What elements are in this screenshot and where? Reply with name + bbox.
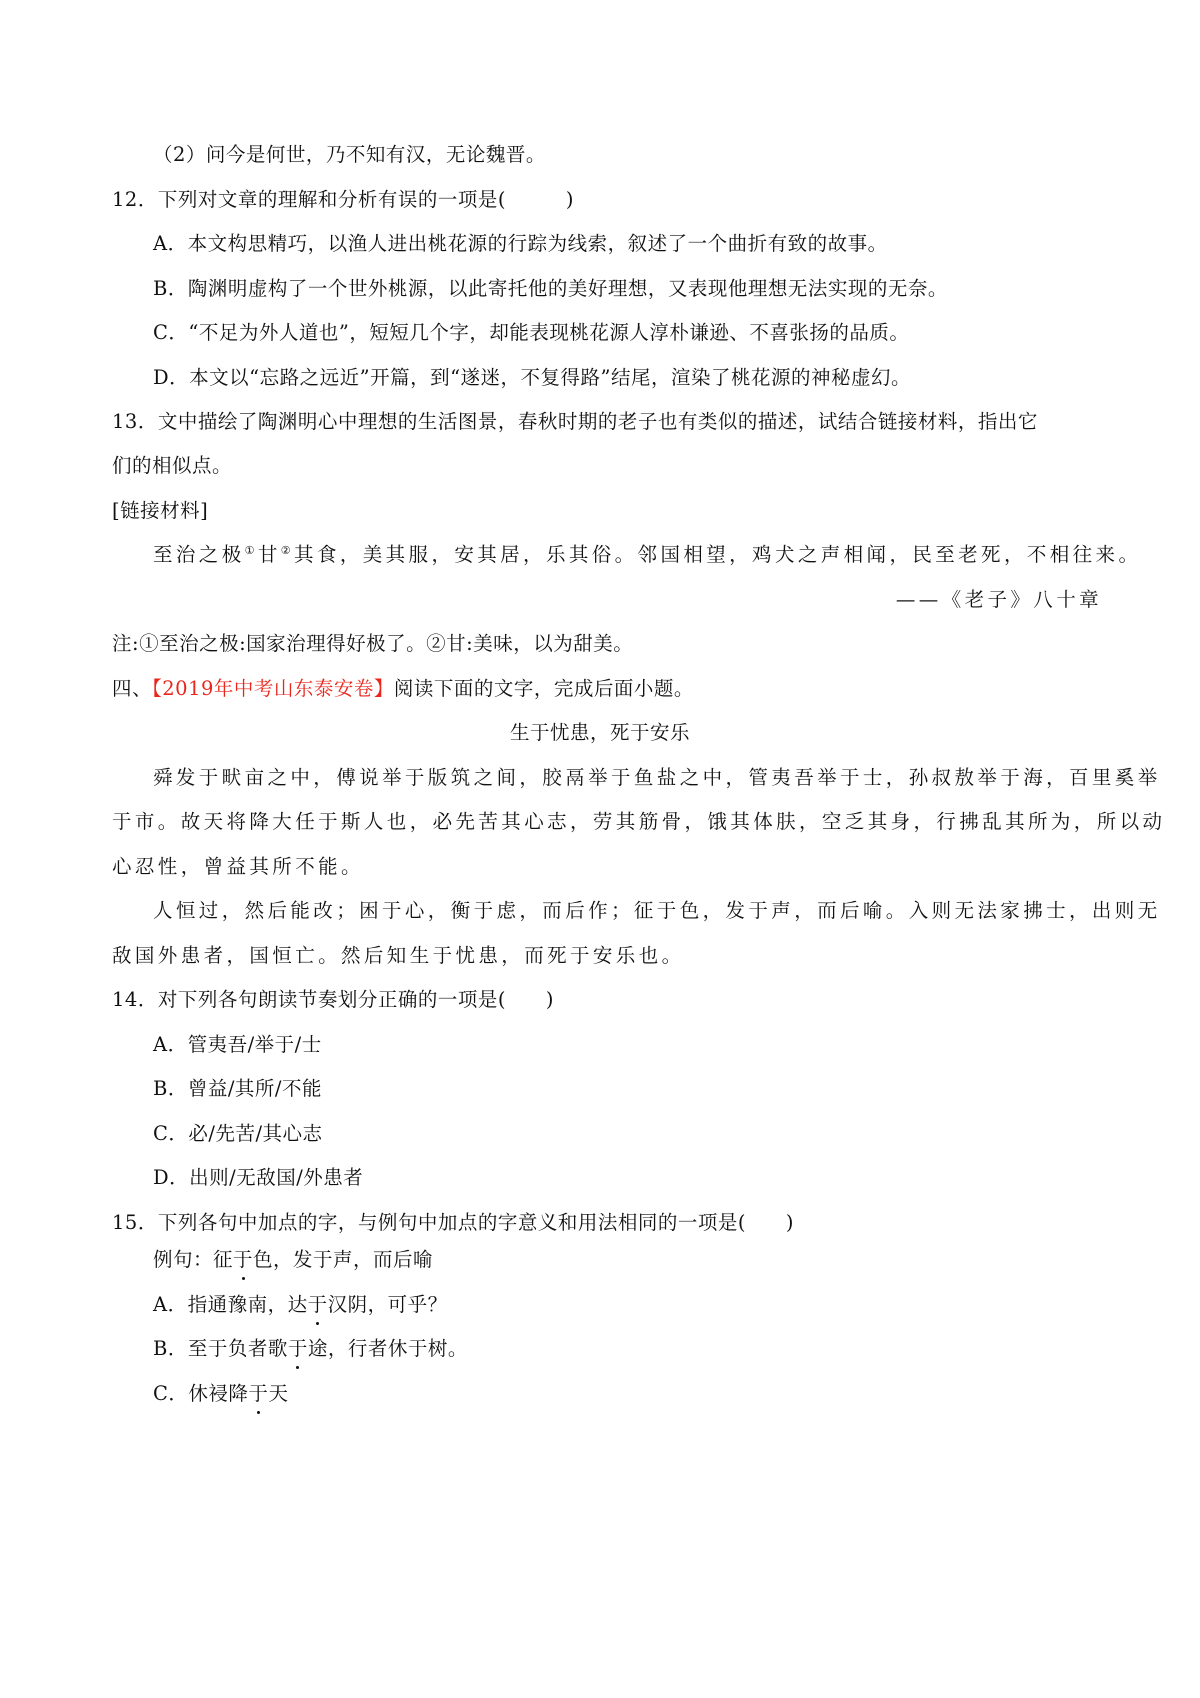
emphasis-dot-char: 于 (248, 1382, 269, 1405)
quote-source: ——《老子》八十章 (895, 588, 1102, 611)
quote-part: 甘 (257, 543, 281, 566)
text-part: B．至于负者歌 (153, 1337, 288, 1360)
question-12-stem: 12．下列对文章的理解和分析有误的一项是( ) (112, 188, 575, 211)
exam-source-tag: 【2019年中考山东泰安卷】 (152, 677, 394, 700)
text-part: C．休祲降 (153, 1382, 249, 1405)
text-part: 途，行者休于树。 (307, 1337, 468, 1360)
text-part: 色，发于声，而后喻 (253, 1248, 434, 1271)
passage-line: 心忍性，曾益其所不能。 (112, 855, 364, 878)
emphasis-dot-char: 于 (307, 1293, 328, 1316)
question-13-stem-cont: 们的相似点。 (112, 454, 233, 477)
question-15-option-b (153, 1336, 468, 1362)
question-12-option-c: C．“不足为外人道也”，短短几个字，却能表现桃花源人淳朴谦逊、不喜张扬的品质。 (153, 321, 910, 344)
emphasis-dot-char: 于 (233, 1248, 254, 1271)
passage-line: 敌国外患者，国恒亡。然后知生于忧患，而死于安乐也。 (112, 944, 685, 967)
laozi-quote (153, 542, 1141, 568)
emphasis-dot-char: 于 (287, 1337, 308, 1360)
quote-part: 其食，美其服，安其居，乐其俗。邻国相望，鸡犬之声相闻，民至老死，不相往来。 (294, 543, 1142, 566)
question-12-option-a: A．本文构思精巧，以渔人进出桃花源的行踪为线索，叙述了一个曲折有致的故事。 (153, 232, 888, 255)
question-line: （2）问今是何世，乃不知有汉，无论魏晋。 (153, 143, 546, 166)
question-13-stem: 13．文中描绘了陶渊明心中理想的生活图景，春秋时期的老子也有类似的描述，试结合链接材料，指出它 (112, 410, 1038, 433)
section-instruction: 阅读下面的文字，完成后面小题。 (393, 677, 694, 700)
text-part: A．指通豫南，达 (153, 1293, 308, 1316)
text-part: 天 (268, 1382, 289, 1405)
passage-title: 生于忧患，死于安乐 (509, 721, 690, 744)
footnote-mark-1: ① (244, 544, 258, 557)
text-part: 汉阴，可乎？ (327, 1293, 448, 1316)
quote-part: 至治之极 (153, 543, 245, 566)
question-15-option-a (153, 1292, 448, 1318)
question-14-option-b: B．曾益/其所/不能 (153, 1077, 322, 1100)
link-material-label: [链接材料] (112, 499, 209, 522)
question-14-stem: 14．对下列各句朗读节奏划分正确的一项是( ) (112, 988, 555, 1011)
question-12-option-d: D．本文以“忘路之远近”开篇，到“遂迷，不复得路”结尾，渲染了桃花源的神秘虚幻。 (153, 366, 912, 389)
question-15-option-c (153, 1381, 288, 1407)
text-part: 例句：征 (153, 1248, 234, 1271)
section-number: 四、 (112, 677, 153, 700)
passage-line: 于市。故天将降大任于斯人也，必先苦其心志，劳其筋骨，饿其体肤，空乏其身，行拂乱其所为，所以动 (112, 810, 1166, 833)
question-14-option-d: D．出则/无敌国/外患者 (153, 1166, 364, 1189)
section-4-heading (112, 676, 694, 702)
question-15-example (153, 1247, 433, 1273)
question-14-option-a: A．管夷吾/举于/士 (153, 1033, 322, 1056)
passage-line: 舜发于畎亩之中，傅说举于版筑之间，胶鬲举于鱼盐之中，管夷吾举于士，孙叔敖举于海，百里奚举 (153, 766, 1161, 789)
footnote: 注:①至治之极:国家治理得好极了。②甘:美味，以为甜美。 (112, 632, 634, 655)
question-15-stem: 15．下列各句中加点的字，与例句中加点的字意义和用法相同的一项是( ) (112, 1211, 795, 1234)
footnote-mark-2: ② (280, 544, 295, 557)
question-12-option-b: B．陶渊明虚构了一个世外桃源，以此寄托他的美好理想，又表现他理想无法实现的无奈。 (153, 277, 948, 300)
question-14-option-c: C．必/先苦/其心志 (153, 1122, 323, 1145)
passage-line: 人恒过，然后能改；困于心，衡于虑，而后作；征于色，发于声，而后喻。入则无法家拂士，出则无 (153, 899, 1161, 922)
